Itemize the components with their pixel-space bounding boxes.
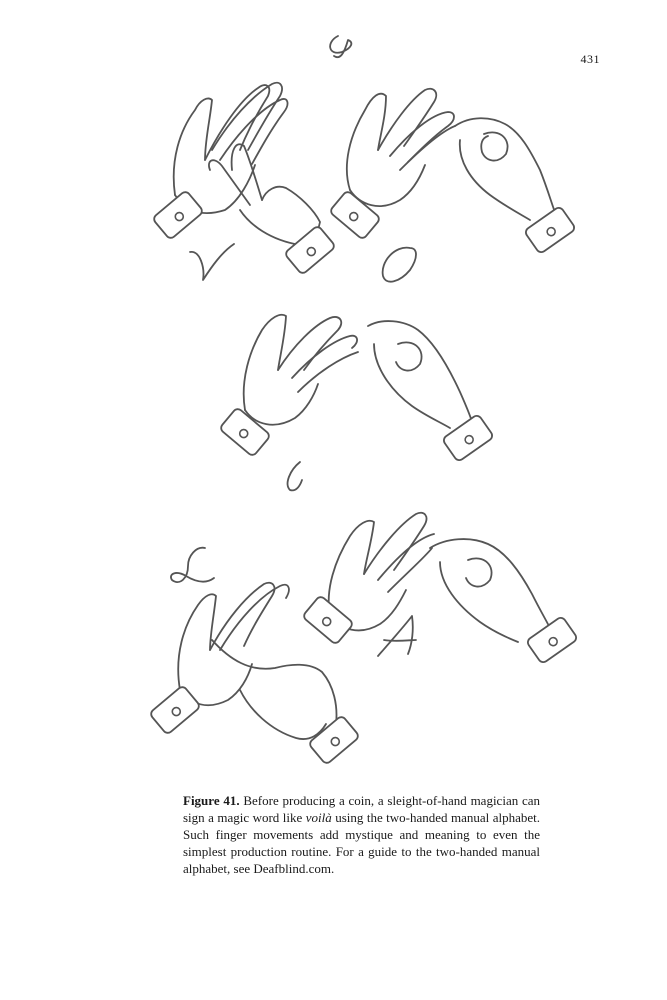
hand-sign-i [219, 315, 494, 462]
hand-sign-o [329, 89, 576, 254]
page-number: 431 [580, 52, 600, 66]
script-letter-l-drawing [171, 548, 214, 582]
caption-text-2: using the two-handed manual alphabet. Such finger movements add mystique and meaning to even the simplest production routine. For a guide to the two-handed manual alphabet, see Deafblind.com. [183, 810, 541, 876]
caption-word: voilà [305, 810, 332, 825]
hand-sign-a [302, 513, 578, 664]
script-letter-o-drawing [383, 248, 416, 282]
accent-mark-drawing [330, 36, 351, 57]
script-letter-i-drawing [288, 462, 302, 490]
hand-sign-v [152, 83, 336, 275]
script-letter-v-drawing [190, 244, 234, 280]
caption-text-1: Before producing a coin, a sleight-of-hand magician can sign a magic word like [183, 793, 541, 825]
caption-label: Figure 41. [183, 793, 240, 808]
figure-caption [183, 792, 540, 877]
